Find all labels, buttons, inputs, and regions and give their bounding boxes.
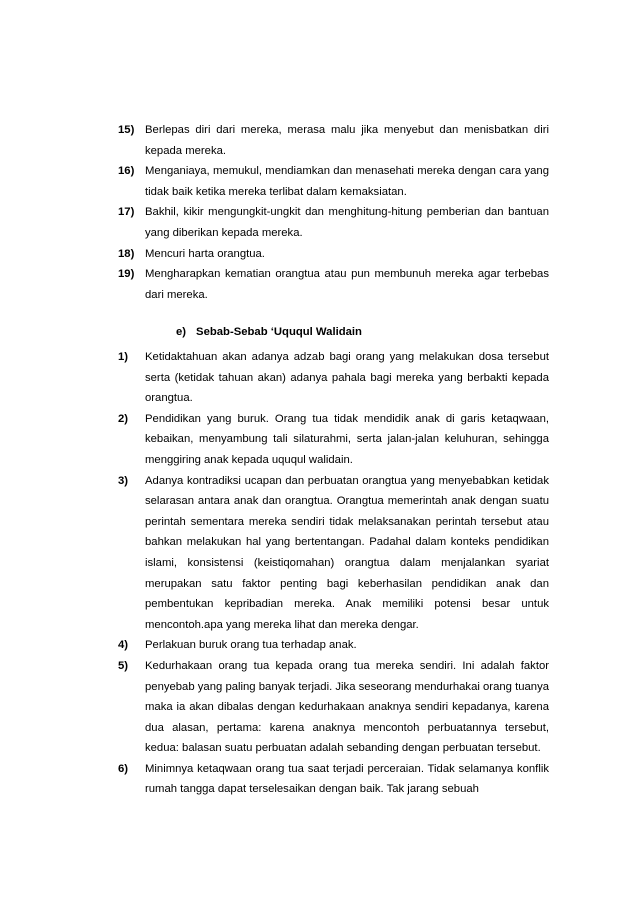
list-item-text: Perlakuan buruk orang tua terhadap anak. [145,639,357,652]
list-item-text: Berlepas diri dari mereka, merasa malu jika menyebut dan menisbatkan diri kepada mereka. [145,124,549,157]
list-item [0,120,638,161]
list-item-number: 1) [118,351,129,363]
list-item [0,409,638,471]
list-item-number: 2) [118,412,129,425]
list-item-number: 18) [118,247,135,260]
list-item-number: 17) [118,206,135,219]
list-item-number: 6) [118,762,129,775]
section-heading-number: e) [176,326,187,338]
list-item [0,202,638,243]
list-item-number: 3) [118,474,129,487]
list-item [0,656,638,759]
list-item [0,264,638,305]
list-item [0,347,638,409]
list-causes [0,347,638,800]
list-item-text: Pendidikan yang buruk. Orang tua tidak mendidik anak di garis ketaqwaan, kebaikan, menyambung tali silaturahmi, serta jalan-jalan keluhuran, sehingga menggiring anak kepada uququl walidain. [145,412,549,466]
list-item-text: Bakhil, kikir mengungkit-ungkit dan menghitung-hitung pemberian dan bantuan yang diberikan kepada mereka. [145,206,549,239]
list-item-text: Mengharapkan kematian orangtua atau pun membunuh mereka agar terbebas dari mereka. [145,268,549,301]
list-item-number: 16) [118,165,135,178]
list-item-text: Menganiaya, memukul, mendiamkan dan menasehati mereka dengan cara yang tidak baik ketika mereka terlibat dalam kemaksiatan. [145,165,549,198]
list-item-number: 5) [118,659,129,672]
section-heading-title: Sebab-Sebab ‘Uququl Walidain [196,326,362,338]
list-item [0,471,638,636]
list-item-text: Kedurhakaan orang tua kepada orang tua mereka sendiri. Ini adalah faktor penyebab yang paling banyak terjadi. Jika seseorang mendurhakai orang tuanya maka ia akan dibalas dengan kedurhakaan anaknya sendiri kepadanya, karena dua alasan, pertama: karena anaknya mencontoh perbuatannya tersebut, kedua: balasan suatu perbuatan adalah sebanding dengan perbuatan tersebut. [145,659,549,755]
list-item [0,759,638,800]
section-heading [176,322,362,343]
list-item-number: 4) [118,639,129,652]
list-item-text: Minimnya ketaqwaan orang tua saat terjadi perceraian. Tidak selamanya konflik rumah tangga dapat terselesaikan dengan baik. Tak jarang sebuah [145,762,549,796]
list-item [0,161,638,202]
list-top [0,120,638,305]
list-item-text: Ketidaktahuan akan adanya adzab bagi orang yang melakukan dosa tersebut serta (ketidak tahuan akan) adanya pahala bagi mereka yang berbakti kepada orangtua. [145,351,549,405]
list-item [0,244,638,265]
list-item-number: 19) [118,268,135,281]
list-item-text: Adanya kontradiksi ucapan dan perbuatan orangtua yang menyebabkan ketidak selarasan antara anak dan orangtua. Orangtua memerintah anak dengan suatu perintah sementara mereka sendiri tidak melaksanakan perintah tersebut atau bahkan melakukan hal yang bertentangan. Padahal dalam konteks pendidikan islami, konsistensi (keistiqomahan) orangtua dalam menjalankan syariat merupakan satu faktor penting bagi keberhasilan pendidikan anak dan pembentukan kepribadian mereka. Anak memiliki potensi besar untuk mencontoh.apa yang mereka lihat dan mereka dengar. [145,474,549,631]
list-item-number: 15) [118,124,135,136]
list-item [0,635,638,656]
list-item-text: Mencuri harta orangtua. [145,247,265,260]
